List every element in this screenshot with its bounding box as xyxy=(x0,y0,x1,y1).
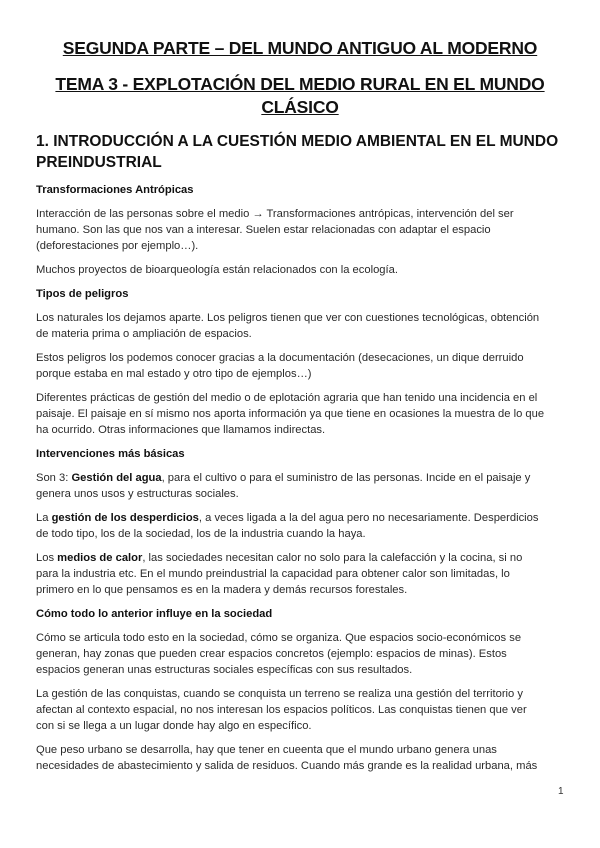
bold-term: medios de calor xyxy=(57,552,143,564)
text-segment: , las sociedades necesitan calor no solo para la calefacción y la cocina, si no xyxy=(142,552,523,564)
text-segment: Cómo todo lo anterior influye en la sociedad xyxy=(36,608,273,620)
text-segment: Interacción de las personas sobre el medio → Transformaciones antrópicas, intervención del ser xyxy=(36,208,514,220)
text-line xyxy=(36,686,576,702)
paragraph xyxy=(36,510,576,542)
topic-title-line-1: TEMA 3 - EXPLOTACIÓN DEL MEDIO RURAL EN EL MUNDO xyxy=(55,74,545,94)
text-segment: Transformaciones Antrópicas xyxy=(36,184,194,196)
text-line xyxy=(36,526,576,542)
text-line xyxy=(36,406,576,422)
paragraph xyxy=(36,390,576,438)
text-line xyxy=(36,566,576,582)
text-line xyxy=(36,758,576,774)
paragraph xyxy=(36,630,576,678)
section-heading xyxy=(36,131,558,173)
text-line xyxy=(36,182,576,198)
text-line xyxy=(36,446,576,462)
text-segment: Cómo se articula todo esto en la sociedad, cómo se organiza. Que espacios socio-económicos se xyxy=(36,632,522,644)
text-line xyxy=(36,470,576,486)
subheading xyxy=(36,446,576,462)
paragraph xyxy=(36,206,576,254)
text-segment: ha ocurrido. Otras informaciones que llamamos indirectas. xyxy=(36,424,326,436)
paragraph xyxy=(36,686,576,734)
text-line xyxy=(36,742,576,758)
text-line xyxy=(36,646,576,662)
text-line xyxy=(36,630,576,646)
subheading xyxy=(36,286,576,302)
text-line xyxy=(36,350,576,366)
section-heading-line-2: PREINDUSTRIAL xyxy=(36,154,162,171)
text-line xyxy=(36,510,576,526)
text-segment: generan, hay zonas que pueden crear espacios concretos (ejemplo: espacios de minas). Estos xyxy=(36,648,507,660)
text-segment: genera unos usos y estructuras sociales. xyxy=(36,488,239,500)
page-number: 1 xyxy=(558,786,564,797)
text-line xyxy=(36,262,576,278)
part-title: SEGUNDA PARTE – DEL MUNDO ANTIGUO AL MODERNO xyxy=(62,38,538,58)
text-line xyxy=(36,222,576,238)
text-segment: afectan al contexto espacial, no nos interesan los espacios políticos. Las conquistas tienen que ver xyxy=(36,704,527,716)
subheading xyxy=(36,606,576,622)
text-line xyxy=(36,326,576,342)
text-line xyxy=(36,422,576,438)
text-line xyxy=(36,390,576,406)
text-segment: Intervenciones más básicas xyxy=(36,448,185,460)
text-segment: , para el cultivo o para el suministro de las personas. Incide en el paisaje y xyxy=(161,472,531,484)
paragraph xyxy=(36,550,576,598)
text-line xyxy=(36,662,576,678)
text-line xyxy=(36,606,576,622)
text-line xyxy=(36,238,576,254)
text-segment: Los xyxy=(36,552,58,564)
paragraph xyxy=(36,310,576,342)
subheading xyxy=(36,182,576,198)
paragraph xyxy=(36,350,576,382)
text-line xyxy=(36,582,576,598)
text-segment: Que peso urbano se desarrolla, hay que tener en cueenta que el mundo urbano genera unas xyxy=(36,744,497,756)
text-segment: necesidades de abastecimiento y salida de residuos. Cuando más grande es la realidad urbana, más xyxy=(36,760,538,772)
text-line xyxy=(36,702,576,718)
text-segment: Tipos de peligros xyxy=(36,288,129,300)
text-segment: Son 3: xyxy=(36,472,72,484)
text-segment: primero en lo que pensamos es en la madera y demás recursos forestales. xyxy=(36,584,408,596)
text-line xyxy=(36,310,576,326)
text-segment: porque estaba en mal estado y otro tipo de ejemplos…) xyxy=(36,368,312,380)
bold-term: gestión de los desperdicios xyxy=(51,512,199,524)
text-segment: (deforestaciones por ejemplo…). xyxy=(36,240,199,252)
text-line xyxy=(36,206,576,222)
paragraph xyxy=(36,470,576,502)
text-segment: espacios generan unas estructuras sociales específicas con sus resultados. xyxy=(36,664,413,676)
document-body xyxy=(36,182,576,782)
text-segment: de materia prima o ampliación de espacios. xyxy=(36,328,252,340)
text-line xyxy=(36,366,576,382)
topic-title-line-2: CLÁSICO xyxy=(261,97,339,117)
text-line xyxy=(36,550,576,566)
paragraph xyxy=(36,742,576,774)
text-segment: paisaje. El paisaje en sí mismo nos aporta información ya que tiene en ocasiones la muestra de lo que xyxy=(36,408,545,420)
text-segment: La xyxy=(36,512,52,524)
text-line xyxy=(36,486,576,502)
text-segment: Muchos proyectos de bioarqueología están relacionados con la ecología. xyxy=(36,264,398,276)
section-heading-line-1: 1. INTRODUCCIÓN A LA CUESTIÓN MEDIO AMBIENTAL EN EL MUNDO xyxy=(36,133,559,150)
bold-term: Gestión del agua xyxy=(71,472,162,484)
paragraph xyxy=(36,262,576,278)
text-segment: , a veces ligada a la del agua pero no necesariamente. Desperdicios xyxy=(198,512,539,524)
text-segment: La gestión de las conquistas, cuando se conquista un terreno se realiza una gestión del territorio y xyxy=(36,688,523,700)
text-segment: Estos peligros los podemos conocer gracias a la documentación (desecaciones, un dique derruido xyxy=(36,352,524,364)
text-segment: de todo tipo, los de la sociedad, los de la industria cuando la haya. xyxy=(36,528,366,540)
text-segment: Los naturales los dejamos aparte. Los peligros tienen que ver con cuestiones tecnológicas, obtención xyxy=(36,312,540,324)
text-segment: humano. Son las que nos van a interesar. Suelen estar relacionadas con adaptar el espacio xyxy=(36,224,491,236)
text-line xyxy=(36,718,576,734)
text-segment: Diferentes prácticas de gestión del medio o de eplotación agraria que han tenido una incidencia en el xyxy=(36,392,538,404)
text-segment: para la industria etc. En el mundo preindustrial la capacidad para obtener calor son limitadas, lo xyxy=(36,568,510,580)
text-segment: con si se llega a un lugar donde hay algo en específico. xyxy=(36,720,312,732)
text-line xyxy=(36,286,576,302)
